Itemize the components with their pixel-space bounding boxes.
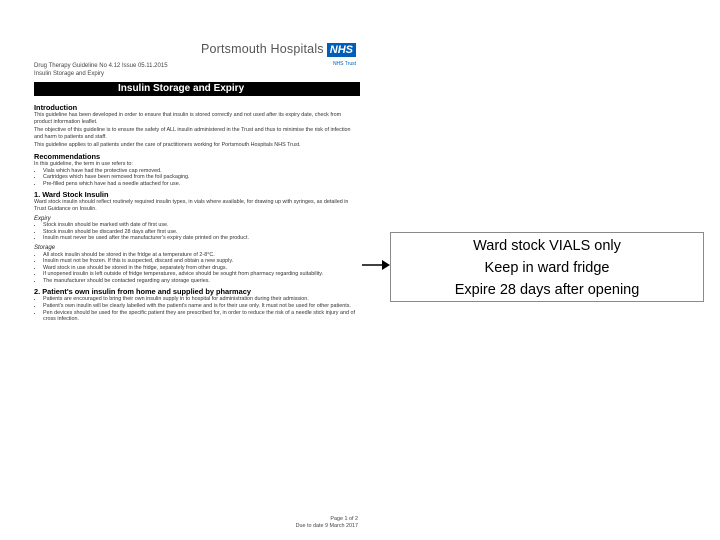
callout-box (390, 232, 704, 302)
reference-line-2: Insulin Storage and Expiry (34, 71, 105, 77)
list-item: • Stock insulin should be discarded 28 days after first use. (43, 229, 360, 236)
patients-own-list (34, 296, 360, 322)
recommendations-list (34, 168, 360, 188)
storage-list (34, 252, 360, 285)
list-item: • If unopened insulin is left outside of fridge temperatures, advice should be sought from pharmacy regarding suitability. (43, 271, 360, 278)
arrow-right-icon (362, 258, 390, 272)
logo-trust: NHS Trust (332, 61, 356, 67)
list-item: • Pen devices should be used for the specific patient they are prescribed for, in order to reduce the risk of a needle stick injury and of cross infection. (43, 310, 360, 323)
title-banner: Insulin Storage and Expiry (34, 82, 360, 96)
storage-subheading: Storage (34, 244, 56, 251)
callout-line-1: Ward stock VIALS only (473, 238, 621, 254)
review-date: Due to date 9 March 2017 (295, 523, 358, 529)
ward-stock-heading: 1. Ward Stock Insulin (34, 190, 109, 200)
intro-paragraph-2: The objective of this guideline is to ensure the safety of ALL insulin administered in the Trust and thus to minimise the risk of infection and harm to patients and staff. (34, 127, 351, 140)
page-footer (296, 516, 358, 530)
page-number: Page 1 of 2 (330, 516, 358, 522)
document-body (34, 100, 360, 323)
callout-line-3: Expire 28 days after opening (454, 282, 640, 298)
ward-stock-paragraph: Ward stock insulin should reflect routinely required insulin types, in vials where available, for drawing up with syringes, as detailed in Trust Guidance on Insulin. (34, 199, 349, 212)
expiry-subheading: Expiry (34, 215, 51, 222)
list-item: • Vials which have had the protective cap removed. (43, 168, 360, 175)
list-item: • All stock insulin should be stored in the fridge at a temperature of 2-8°C. (43, 252, 360, 259)
reference-line-1: Drug Therapy Guideline No 4.12 Issue 05.11.2015 (34, 63, 168, 69)
document-reference (34, 62, 168, 78)
intro-paragraph-1: This guideline has been developed in order to ensure that insulin is stored correctly and not used after its expiry date, check from product information leaflet. (34, 112, 342, 125)
guideline-document (28, 36, 360, 529)
intro-heading: Introduction (34, 103, 78, 112)
list-item: • Ward stock in use should be stored in the fridge, separately from other drugs. (43, 265, 360, 272)
hospital-logo (201, 40, 356, 67)
list-item: • Insulin must not be frozen. If this is suspected, discard and obtain a new supply. (43, 258, 360, 265)
recommendations-heading: Recommendations (34, 151, 101, 161)
intro-paragraph-3: This guideline applies to all patients under the care of practitioners working for Portsmouth Hospitals NHS Trust. (34, 142, 301, 149)
list-item: • Cartridges which have been removed from the foil packaging. (43, 174, 360, 181)
nhs-badge: NHS (327, 43, 356, 57)
recommendations-lead: In this guideline, the term in use refers to: (34, 160, 133, 167)
list-item: • Pre-filled pens which have had a needle attached for use. (43, 181, 360, 188)
list-item: • Patient's own insulin will be clearly labelled with the patient's name and is for their use only. It must not be used for other patients. (43, 303, 360, 310)
list-item: • The manufacturer should be contacted regarding any storage queries. (43, 278, 360, 285)
list-item: • Patients are encouraged to bring their own insulin supply in to hospital for administration during their admission. (43, 296, 360, 303)
list-item: • Stock insulin should be marked with date of first use. (43, 222, 360, 229)
logo-name: Portsmouth Hospitals (200, 42, 324, 56)
patients-own-heading: 2. Patient's own insulin from home and supplied by pharmacy (34, 287, 251, 297)
list-item: • Insulin must never be used after the manufacturer's expiry date printed on the product. (43, 235, 360, 242)
expiry-list (34, 222, 360, 242)
callout-line-2: Keep in ward fridge (484, 260, 610, 276)
